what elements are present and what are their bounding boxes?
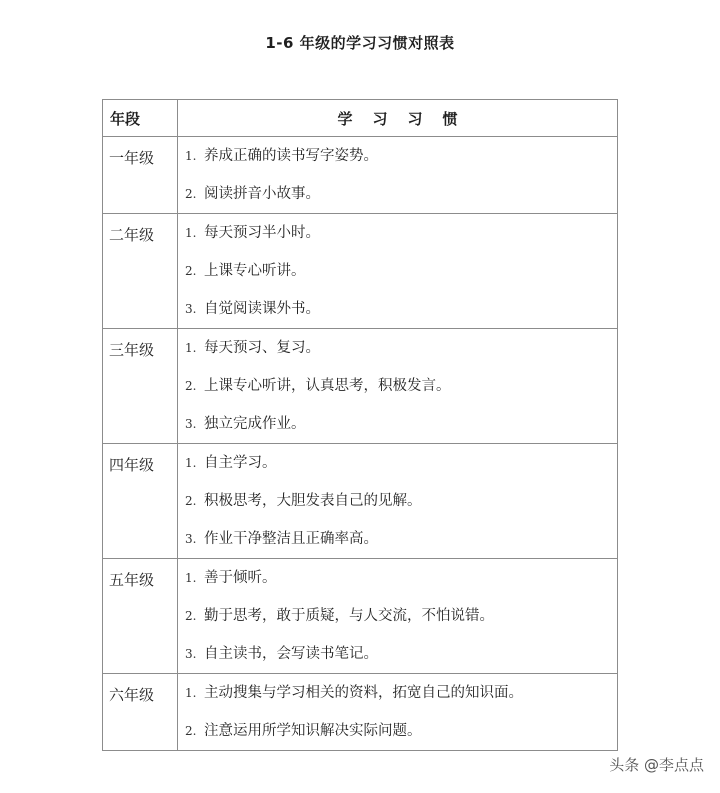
habit-item-text: 自觉阅读课外书。 [204, 301, 320, 317]
habit-item-text: 作业干净整洁且正确率高。 [204, 531, 378, 547]
habit-item [178, 175, 617, 213]
habit-item [178, 482, 617, 520]
table-row [103, 137, 618, 214]
habit-item [178, 252, 617, 290]
habit-item-number: 3. [185, 647, 197, 661]
habit-item-number: 1. [185, 226, 197, 240]
habit-item [178, 520, 617, 558]
habits-cell [178, 214, 618, 329]
table-row [103, 444, 618, 559]
habit-item-text: 善于倾听。 [204, 570, 277, 586]
table-row [103, 559, 618, 674]
habit-item-text: 积极思考，大胆发表自己的见解。 [204, 493, 422, 509]
habit-item [178, 597, 617, 635]
habit-item-number: 2. [185, 609, 197, 623]
habit-item-number: 3. [185, 417, 197, 431]
habit-item [178, 444, 617, 482]
habit-item-number: 1. [185, 456, 197, 470]
habit-item-number: 2. [185, 379, 197, 393]
habit-item-text: 每天预习、复习。 [204, 340, 320, 356]
table-row [103, 329, 618, 444]
habit-item-text: 自主学习。 [204, 455, 277, 471]
grade-cell: 一年级 [103, 137, 178, 214]
habit-item [178, 329, 617, 367]
habit-item-number: 1. [185, 341, 197, 355]
habit-item-number: 3. [185, 532, 197, 546]
habit-item-text: 注意运用所学知识解决实际问题。 [204, 723, 422, 739]
habits-cell [178, 444, 618, 559]
header-grade: 年段 [103, 100, 178, 137]
habit-item-text: 上课专心听讲。 [204, 263, 306, 279]
habit-item [178, 559, 617, 597]
habit-item-text: 每天预习半小时。 [204, 225, 320, 241]
habits-cell [178, 137, 618, 214]
habit-item-text: 独立完成作业。 [204, 416, 306, 432]
grade-cell: 五年级 [103, 559, 178, 674]
habit-item-number: 3. [185, 302, 197, 316]
habits-table [102, 99, 618, 751]
habit-item-number: 1. [185, 149, 197, 163]
table-body [103, 137, 618, 751]
watermark-text: 头条 @李点点 [609, 756, 704, 774]
table-row [103, 674, 618, 751]
habit-item [178, 635, 617, 673]
grade-cell: 二年级 [103, 214, 178, 329]
grade-cell: 六年级 [103, 674, 178, 751]
table-header-row [103, 100, 618, 137]
habit-item [178, 405, 617, 443]
habit-item [178, 712, 617, 750]
habit-item-text: 养成正确的读书写字姿势。 [204, 148, 378, 164]
table-row [103, 214, 618, 329]
document-title: 1-6 年级的学习习惯对照表 [265, 34, 455, 52]
habit-item-number: 2. [185, 724, 197, 738]
habit-item [178, 214, 617, 252]
habit-item-number: 2. [185, 264, 197, 278]
habits-cell [178, 559, 618, 674]
habit-item [178, 674, 617, 712]
habit-item-text: 勤于思考，敢于质疑，与人交流，不怕说错。 [204, 608, 494, 624]
habit-item-number: 1. [185, 571, 197, 585]
habit-item [178, 290, 617, 328]
grade-cell: 三年级 [103, 329, 178, 444]
habit-item-number: 2. [185, 494, 197, 508]
habit-item-number: 1. [185, 686, 197, 700]
habit-item-text: 阅读拼音小故事。 [204, 186, 320, 202]
habits-cell [178, 329, 618, 444]
habit-item-text: 自主读书，会写读书笔记。 [204, 646, 378, 662]
grade-cell: 四年级 [103, 444, 178, 559]
habit-item-text: 主动搜集与学习相关的资料，拓宽自己的知识面。 [204, 685, 523, 701]
habit-item [178, 137, 617, 175]
habit-item-text: 上课专心听讲，认真思考，积极发言。 [204, 378, 451, 394]
habits-cell [178, 674, 618, 751]
habit-item [178, 367, 617, 405]
header-habits: 学习习惯 [178, 100, 618, 137]
habit-item-number: 2. [185, 187, 197, 201]
